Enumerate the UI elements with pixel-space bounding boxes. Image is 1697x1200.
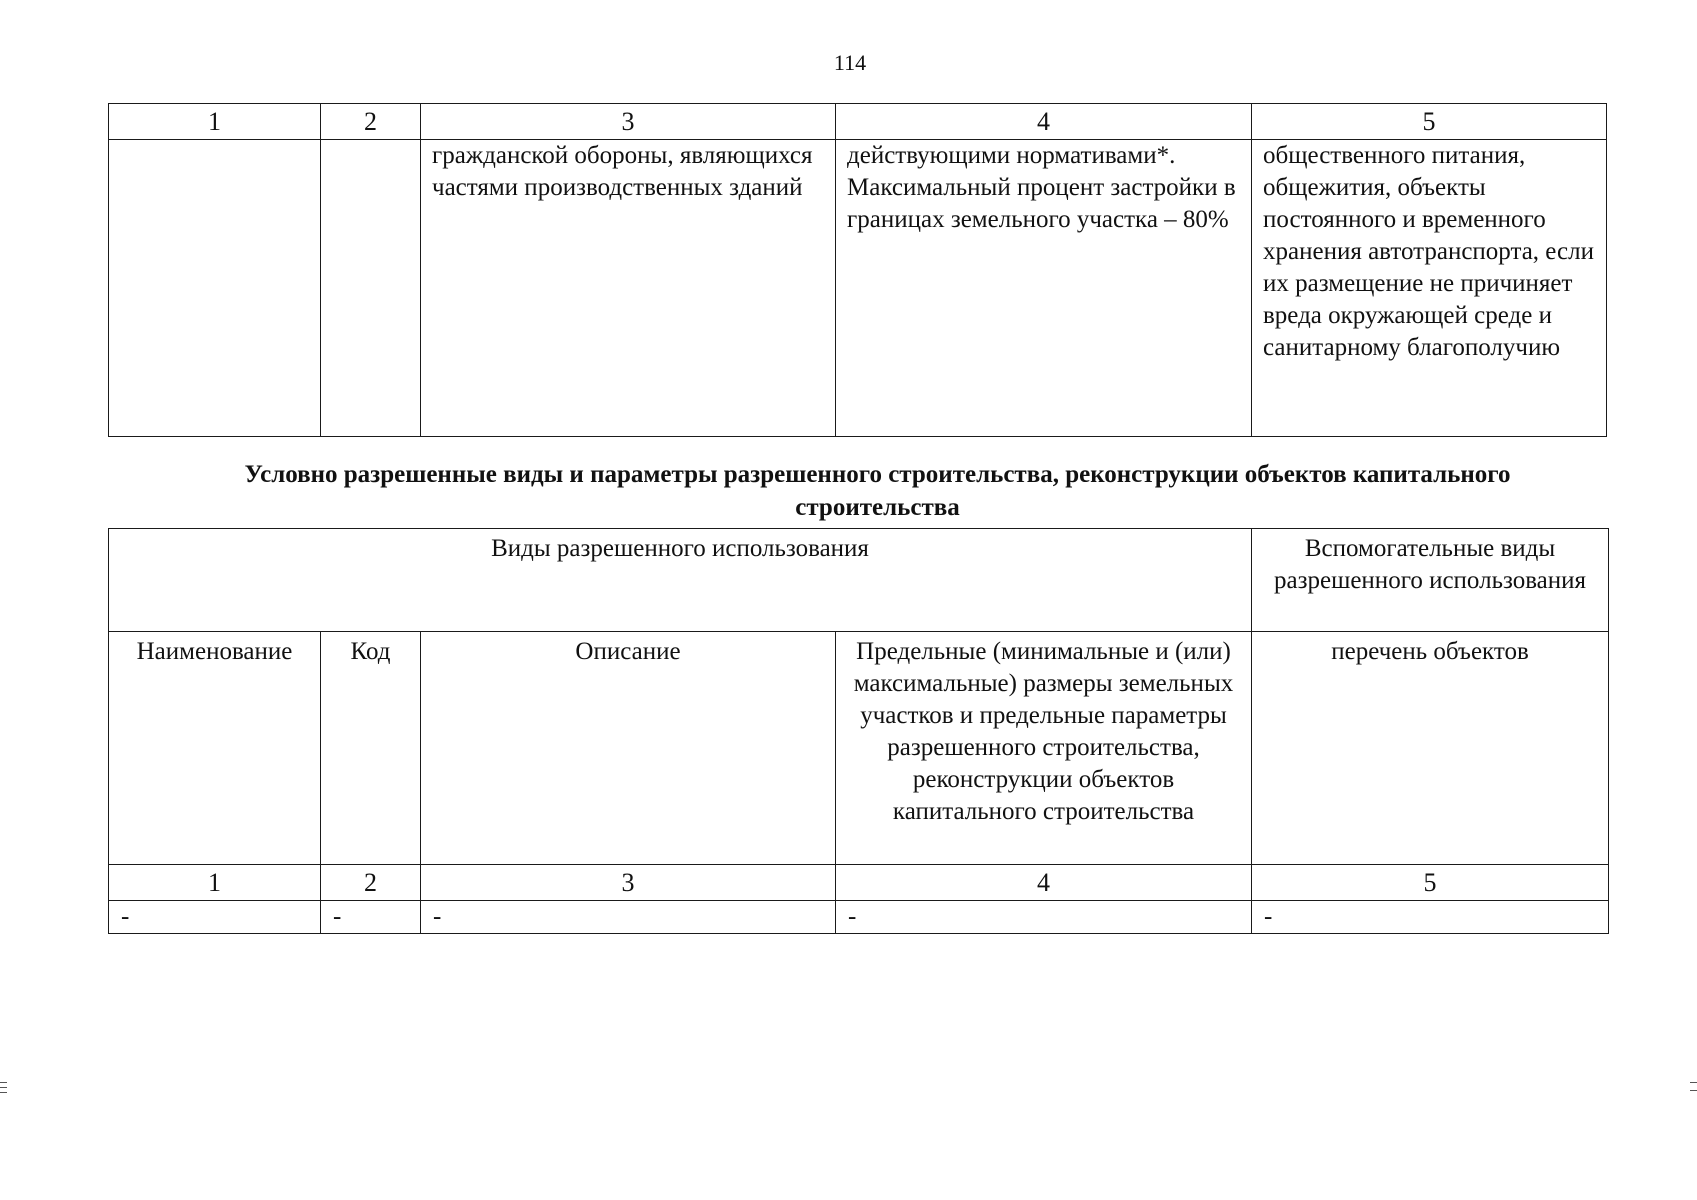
column-number-cell: 1 (109, 104, 321, 140)
section-title: Условно разрешенные виды и параметры разрешенного строительства, реконструкции объектов капитального строительства (244, 461, 1511, 521)
subheader-objects: перечень объектов (1252, 632, 1609, 865)
table-row (109, 140, 1607, 437)
table-row (109, 901, 1609, 934)
empty-cell: - (836, 901, 1252, 934)
empty-cell: - (421, 901, 836, 934)
code-cell (321, 140, 421, 437)
header-main: Виды разрешенного использования (109, 529, 1252, 632)
name-cell (109, 140, 321, 437)
scan-edge-mark (0, 1082, 7, 1083)
auxiliary-cell: общественного питания, общежития, объекты постоянного и временного хранения автотранспорта, если их размещение не причиняет вреда окружающей среде и санитарному благополучию (1252, 140, 1607, 437)
subheader-description: Описание (421, 632, 836, 865)
subheader-name: Наименование (109, 632, 321, 865)
conditional-uses-table (108, 528, 1609, 934)
column-number-cell: 3 (421, 865, 836, 901)
header-aux: Вспомогательные виды разрешенного использования (1252, 529, 1609, 632)
page-number: 114 (833, 50, 867, 75)
column-number-cell: 5 (1252, 865, 1609, 901)
scan-edge-mark (0, 1092, 7, 1093)
column-number-cell: 1 (109, 865, 321, 901)
description-cell: гражданской обороны, являющихся частями производственных зданий (421, 140, 836, 437)
column-number-row (109, 865, 1609, 901)
continuation-table (108, 103, 1607, 437)
scan-edge-mark (0, 1087, 7, 1088)
empty-cell: - (109, 901, 321, 934)
column-number-cell: 2 (321, 865, 421, 901)
scan-edge-mark (1690, 1082, 1697, 1083)
column-number-cell: 2 (321, 104, 421, 140)
empty-cell: - (321, 901, 421, 934)
column-number-cell: 4 (836, 865, 1252, 901)
header-row (109, 529, 1609, 632)
subheader-code: Код (321, 632, 421, 865)
subheader-parameters: Предельные (минимальные и (или) максимальные) размеры земельных участков и предельные параметры разрешенного строительства, реконструкции объектов капитального строительства (836, 632, 1252, 865)
parameters-cell: действующими нормативами*. Максимальный процент застройки в границах земельного участка – 80% (836, 140, 1252, 437)
scan-edge-mark (1690, 1090, 1697, 1091)
subheader-row (109, 632, 1609, 865)
column-number-cell: 4 (836, 104, 1252, 140)
column-number-cell: 5 (1252, 104, 1607, 140)
empty-cell: - (1252, 901, 1609, 934)
column-number-cell: 3 (421, 104, 836, 140)
column-number-row (109, 104, 1607, 140)
